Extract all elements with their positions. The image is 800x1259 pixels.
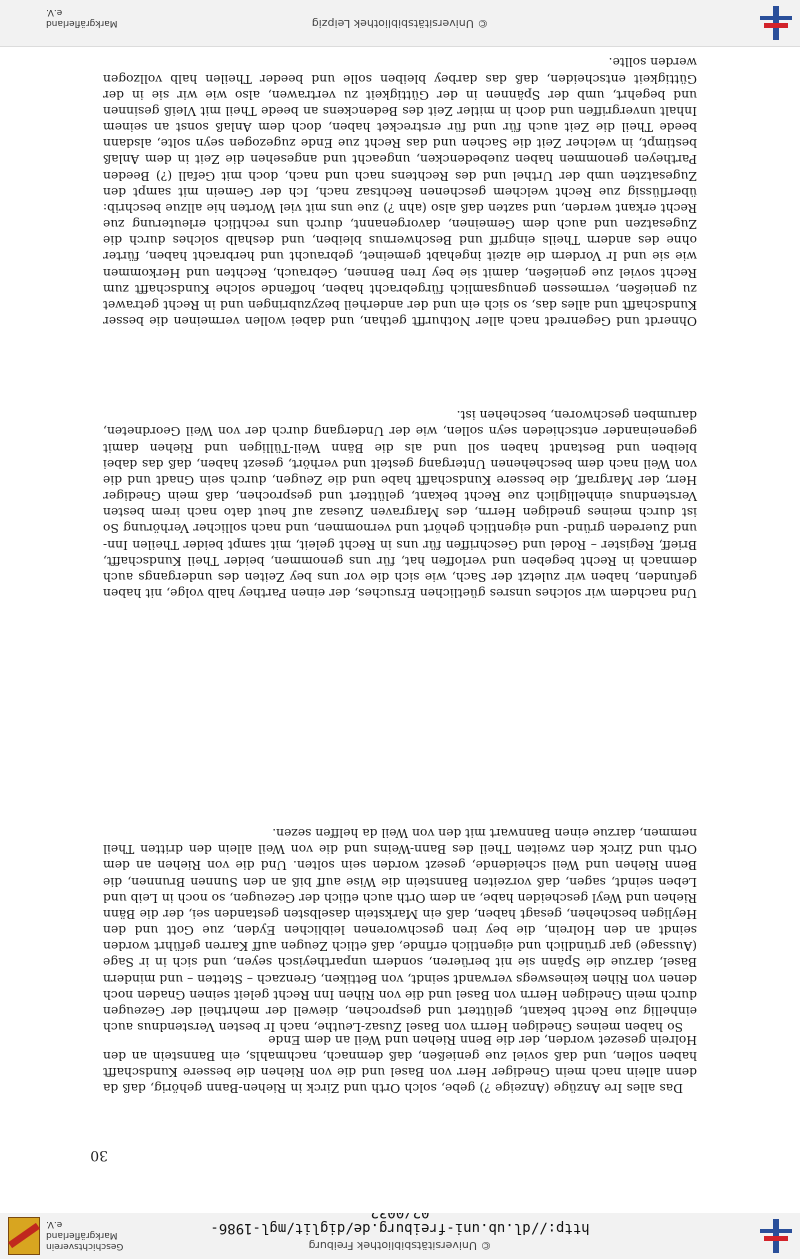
paragraph-upper: So haben meines Gnedigen Herrn von Basel Zusaz-Leuthe, nach Ir besten Verstendnus auch einhellig zue Recht bekant, gelüttert und gesprochen, diewell der mehrtheil der Gezeugen durch mein Gnedigen Herrn von Basel und die von Rihen Inn Recht geleit seinen Gnaden noch denen von Rihen keineswegs verwandt seindt, von Bettiken, Grenzach – Stetten – und mindern Basel, darzue die Spänn sie nit berüeren, sondern unpartheyisch seyen, und sich in ir Sage (Aussage) gar gründlich und eigentlich erfinde, daß etlich Zeugen auff Karren geführt worden seindt an den Holrein, die bey iren geschworenen leiblichen Eyden, zue Gott und den Heyligen beschehen, gesagt haben, daß ein Markstein daselbsten gestanden sei, der die Bänn Riehen und Weyl gescheiden habe, an dem Orth auch etlich der Gezeugen, so noch in Leib und Leben seindt, sagen, daß vorzeiten Bannstein die Wise auff biß an den Sunnen Brunnen, die Benn Riehen und Weil scheidende, gesezt worden sein solten. Und die von Riehen an dem Orth und Zirck den zweiten Theil des Bann-Weins und die von Weil allein den dritten Theil nemmen, darzue einen Bannwart mit den von Weil da helffen sezen.: [103, 826, 697, 1034]
paragraph-top: Das alles Ire Anzüge (Anzeige ?) gebe, solch Orth und Zirck in Riehen-Bann gehörig, daß da denn allein nach mein Gnediger Herr von Basel und die von Riehen die bessere Kundschafft haben sollen, und daß soviel zue genießen, daß demnach, nachmahls, ein Bannstein an den Holrein gesezet worden, der die Benn Riehen und Weil an dem Ende: [103, 1032, 697, 1095]
paragraph-bottom: Ohnerdt und Gegenredt nach aller Nothurfft gethan, und dabei wollen vermeinen die besser Kundschafft und alles das, so sich ein und der anderheil bezyzubringen und in Recht getrawet zu genießen, vermessen genugsamlich fürgebracht haben, hoffende solche Kundschafft zum Recht soviel zue genießen, damit sie bey Iren Bennen, Gebrauch, Rechten und Herkommen wie sie und Ir Vordern die alzeit ingehabt gemeinet, gebraucht und herbracht haben, fürter ohne des andern Theils eingriff und Beschwernus bleiben, und deshalb solches durch die Zugesatzen und auch dem Gemeinen, davorgenannt, durch uns rechtlich erleuterung zue Recht erkant werden, und sazten daß also (ahn ?) zue uns mit viel Worten hie allzue beschrib: überflüssig zue Recht welchem geschenen Rechtsaz nach, Ich der Gemein mit sampt den Zugesatzten umb der Urthel und des Rechtens nach und nach, doch mit Gefall (?) Beeden Partheyen genommen haben zuebedencken, ungeacht und angesehen die Zeit in dem Anlaß bestimpt, in welcher Zeit die Sachen und das Recht zue Ende zugezogen seyn solte, alsdann beede Theil die Zeit auch für und für erstrecket haben, doch dem Anlaß sonst an seinem Inhalt unvergriffen und doch in mitler Zeit des Bedenckens an beede Theil mit Vleiß gesinnen und begehrt, umb der Spännen in der Güttigkeit zu vertrawen, also wie wir sie in der Güttigkeit entscheiden, daß das darbey bleiben solle und beeder Theilen halb vollzogen werden sollte.: [103, 55, 697, 328]
university-library-logo-icon: [758, 1217, 794, 1255]
paragraph-middle: Und nachdem wir solches unsres güetlichen Ersuches, der einen Parthey halb volge, nit haben gefunden, haben wir zuletzt der Sach, wie sich die vor uns bey Zeiten des undergangs auch demnach in Recht begeben und verloffen hat, für uns genommen, beider Theil Kundschafft, Brieff, Register – Rodel und Geschriffen für uns in Recht geleit, mit sampt beider Theilen Inn- und Zuereden gründ- und eigentlich gehört und vernommen, und nach sollicher Verhörung So ist durch meines gnedigen Herrn, des Margraven Zuesaz auf heut dato nach irem besten Verstendnus einhelliglich zue Recht bekant, gelüttert und gesprochen, daß mein Gnediger Herr, der Margraff, die bessere Kundschafft habe und die Zeugen, durch sein Gnadt und die von Weil nach dem beschehenen Untergang gestelt und verhört, gesezt haben, daß das dabei bleiben und Bestandt haben soll und als die Bänn Weil-Tülligen und Riehen damit gegeneinander entschieden seyn sollen, wie der Undergang durch der von Weil Geordneten, darumben geschworen, beschehen ist.: [103, 408, 697, 600]
viewer-footer: [0, 0, 800, 47]
partner-name: Geschichtsverein Markgräflerland e.V.: [46, 1219, 124, 1251]
copyright-notice: © Universitätsbibliothek Freiburg: [308, 1239, 492, 1252]
page-number: 30: [90, 1147, 108, 1163]
permalink-url[interactable]: http://dl.ub.uni-freiburg.de/diglit/mgl-1986-: [210, 1220, 590, 1236]
viewer-header: [0, 1212, 800, 1259]
footer-partner: Markgräflerland e.V.: [46, 7, 118, 28]
footer-copyright: © Universitätsbibliothek Leipzig: [311, 17, 489, 30]
document-page: [0, 46, 800, 1213]
coat-of-arms-icon: [8, 1217, 40, 1255]
footer-library-logo-icon: [758, 4, 794, 42]
